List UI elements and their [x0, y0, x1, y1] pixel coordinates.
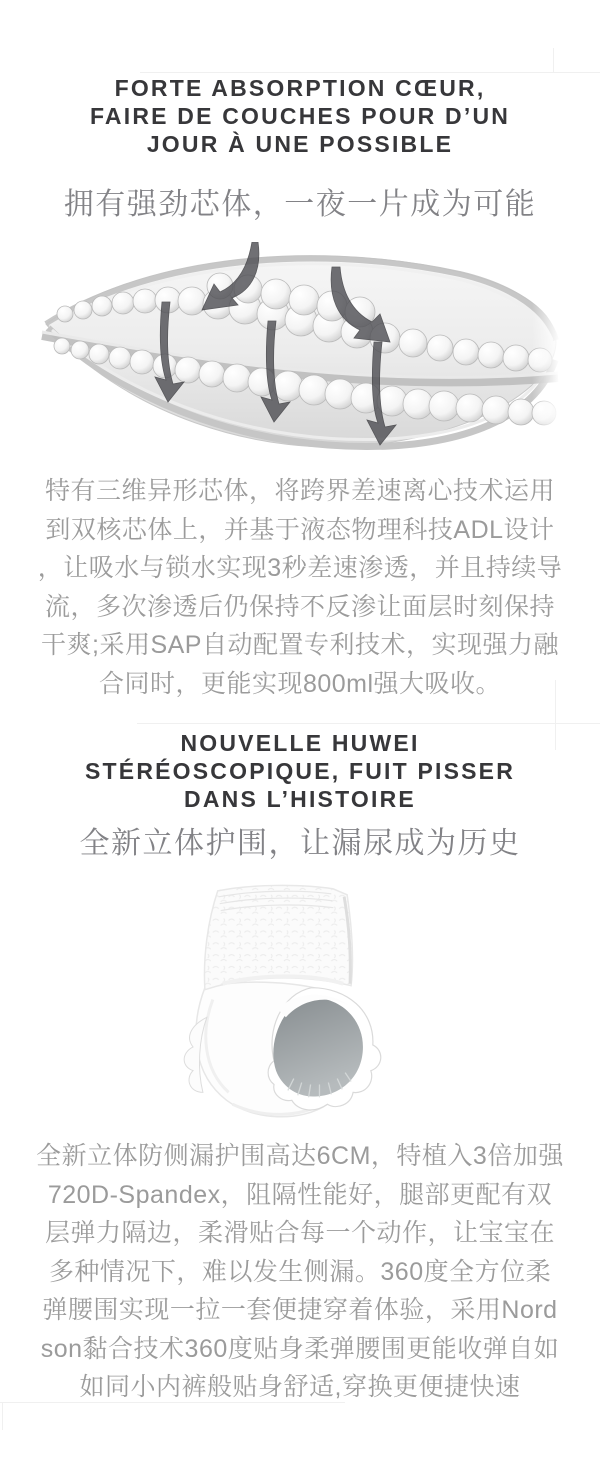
heading-line: NOUVELLE HUWEI [180, 730, 420, 756]
heading-line: JOUR À UNE POSSIBLE [146, 131, 454, 157]
pull-up-diaper-illustration [162, 881, 392, 1123]
section-paragraph [0, 472, 600, 703]
paragraph-line: son黏合技术360度贴身柔弹腰围更能收弹自如 [40, 1334, 560, 1363]
heading-line: STÉRÉOSCOPIQUE, FUIT PISSER [84, 758, 516, 784]
section-heading-french [0, 729, 600, 813]
paragraph-line: 全新立体防侧漏护围高达6CM，特植入3倍加强 [36, 1142, 564, 1170]
paragraph-line: 合同时，更能实现800ml强大吸收。 [98, 669, 502, 698]
heading-line: DANS L’HISTOIRE [184, 786, 416, 812]
absorbent-core-diagram [40, 242, 560, 460]
paragraph-line: 流，多次渗透后仍保持不反渗让面层时刻保持 [44, 592, 555, 621]
image-seam-line [140, 72, 600, 73]
section-absorption-core [0, 0, 600, 703]
image-seam-line [137, 723, 600, 724]
image-seam-line [553, 48, 554, 72]
paragraph-line: 层弹力隔边，柔滑贴合每一个动作，让宝宝在 [44, 1219, 555, 1247]
paragraph-line: 720D-Spandex，阻隔性能好，腿部更配有双 [47, 1180, 553, 1209]
pull-up-diaper-photo [162, 881, 392, 1123]
paragraph-line: 特有三维异形芯体，将跨界差速离心技术运用 [44, 477, 555, 505]
heading-line: FORTE ABSORPTION CŒUR, [114, 75, 486, 101]
paragraph-line: 如同小内裤般贴身舒适,穿换更便捷快速 [79, 1373, 521, 1401]
image-seam-line [555, 680, 556, 750]
absorbent-core-illustration [40, 242, 560, 460]
section-leak-guard [0, 729, 600, 1407]
paragraph-line: 多种情况下，难以发生侧漏。360度全方位柔 [48, 1257, 552, 1286]
paragraph-line: 到双核芯体上，并基于液态物理科技ADL设计 [45, 515, 555, 544]
heading-line: FAIRE DE COUCHES POUR D’UN [89, 103, 511, 129]
section-subtitle-chinese: 拥有强劲芯体，一夜一片成为可能 [63, 188, 537, 221]
section-paragraph [0, 1137, 600, 1407]
image-seam-line [0, 1402, 345, 1403]
paragraph-line: 干爽;采用SAP自动配置专利技术，实现强力融 [41, 631, 559, 659]
section-heading-french [0, 74, 600, 158]
paragraph-line: 弹腰围实现一拉一套便捷穿着体验，采用Nord [42, 1296, 558, 1324]
image-seam-line [2, 1402, 3, 1430]
paragraph-line: ，让吸水与锁水实现3秒差速渗透，并且持续导 [37, 554, 563, 582]
section-subtitle-chinese: 全新立体护围，让漏尿成为历史 [79, 827, 521, 860]
